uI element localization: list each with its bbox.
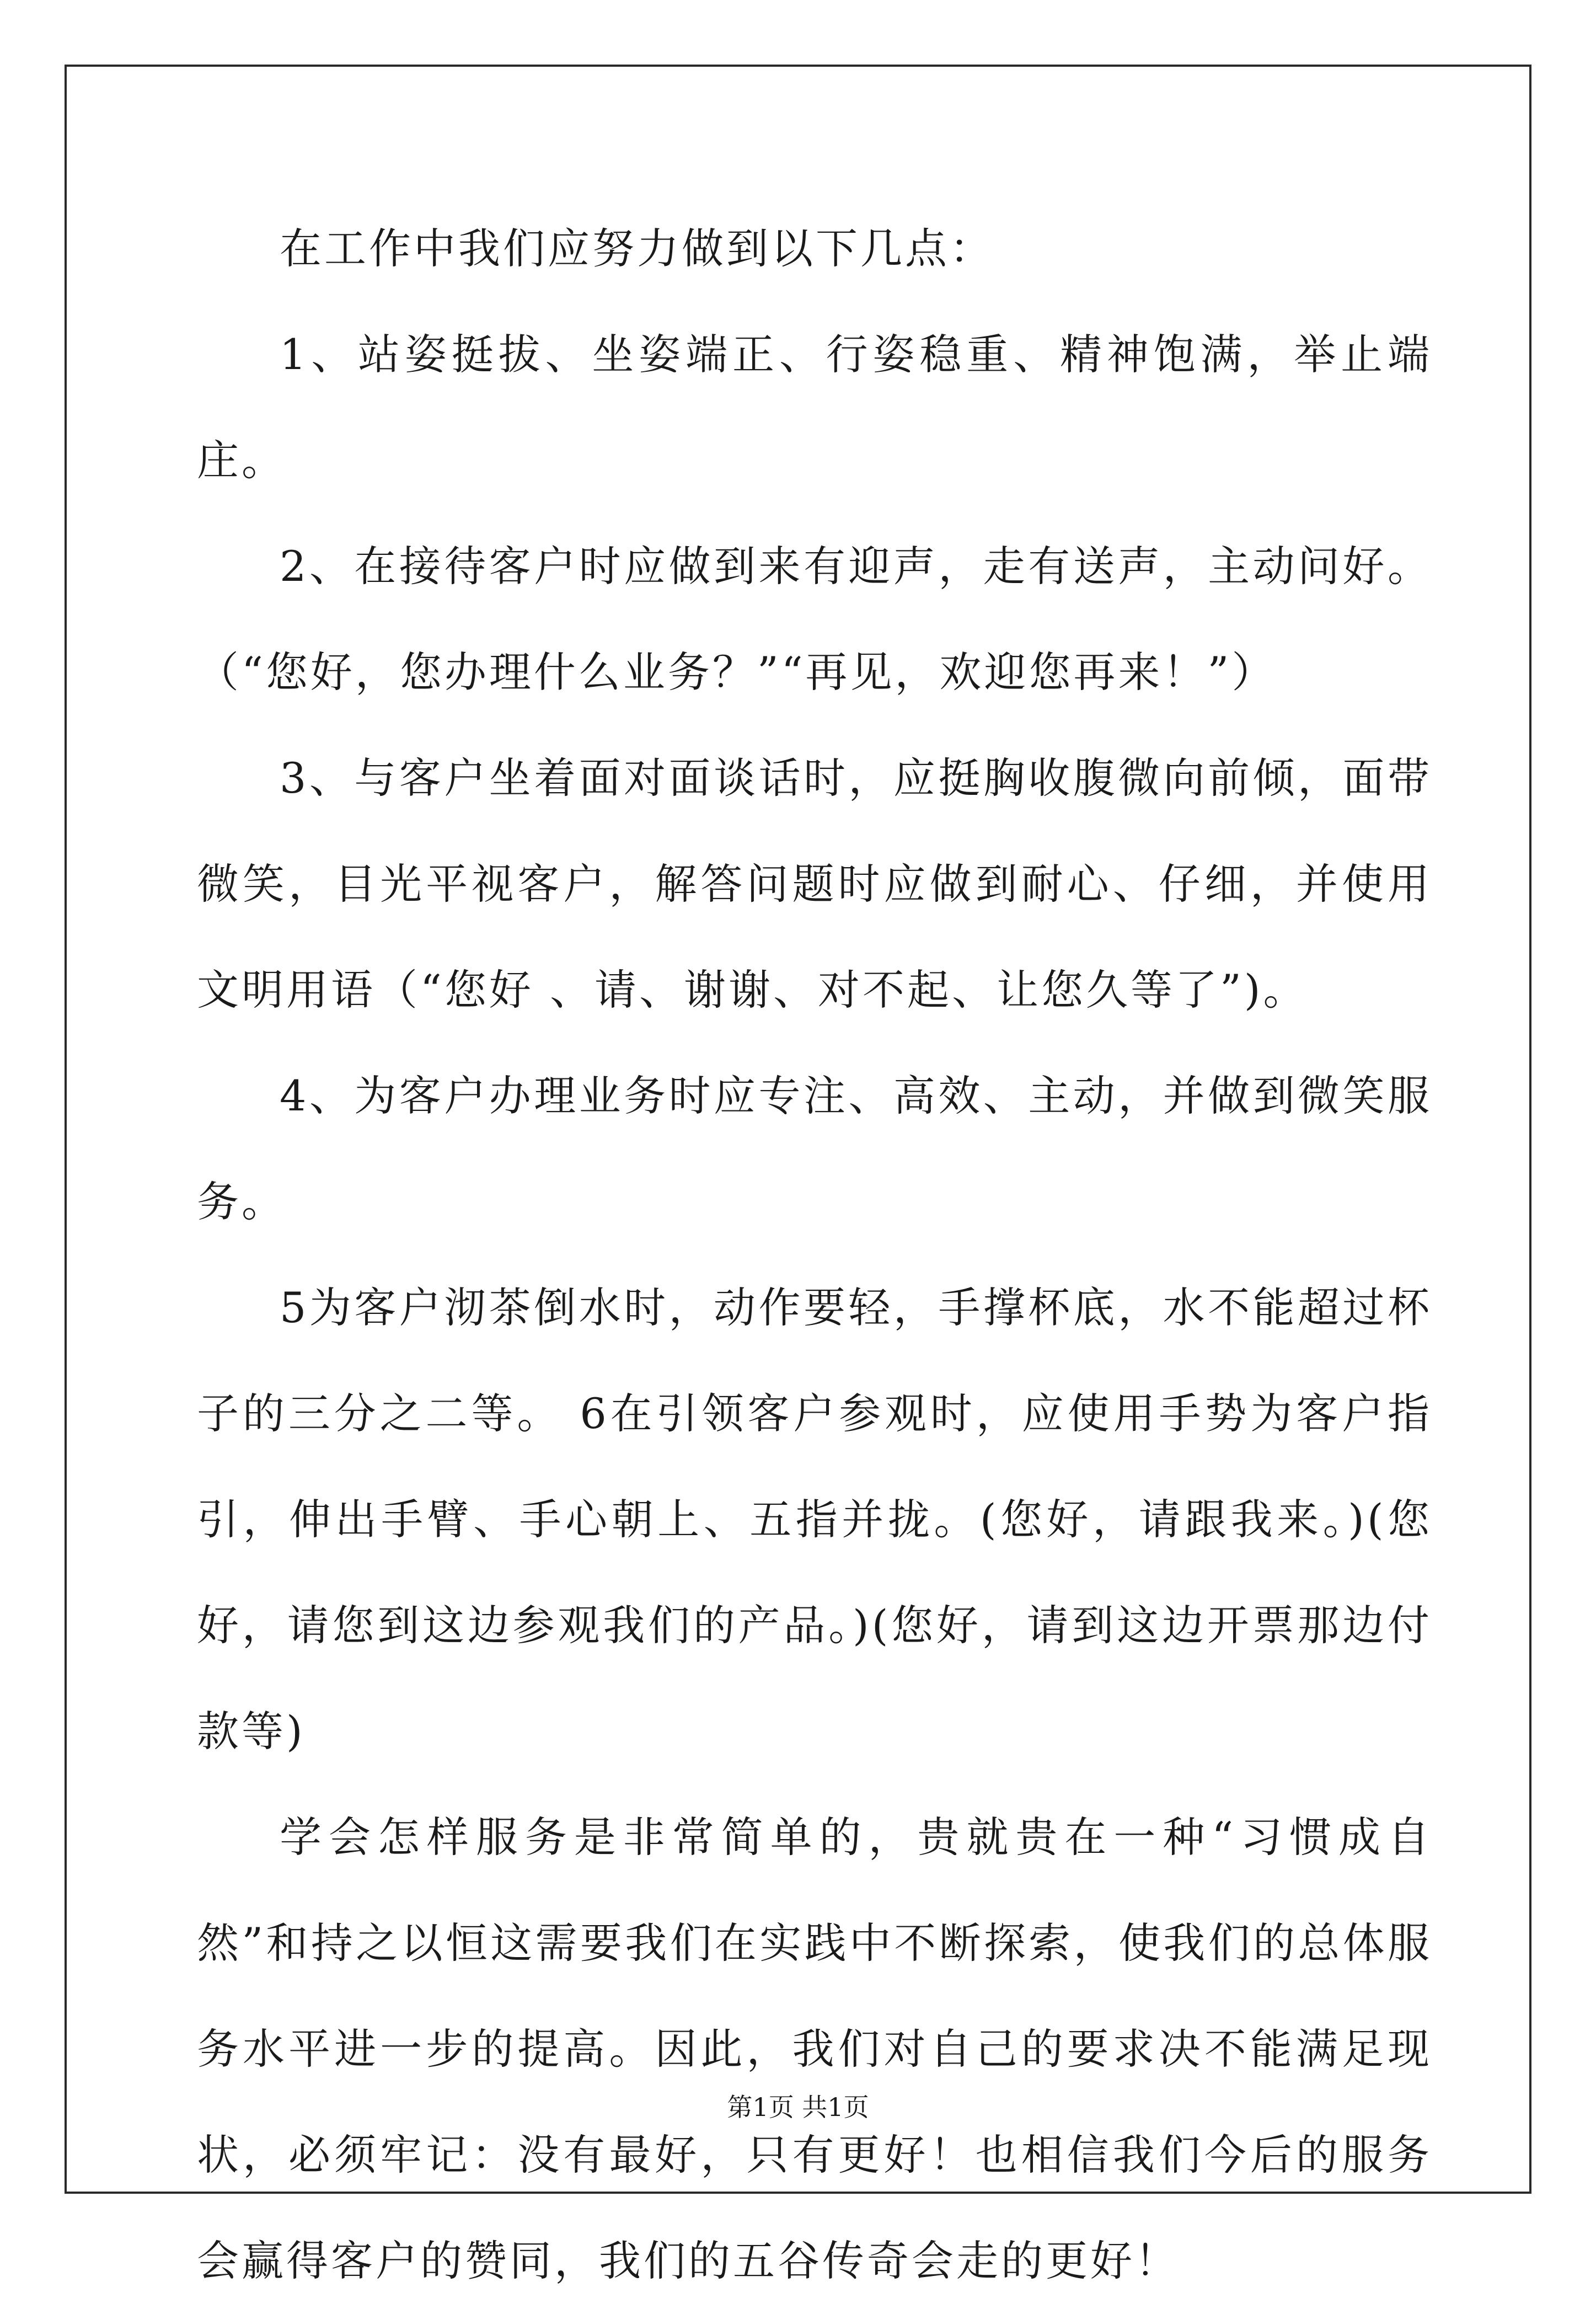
page-footer: 第1页 共1页 [727, 2092, 869, 2122]
paragraph-item-1: 1、站姿挺拔、坐姿端正、行姿稳重、精神饱满，举止端庄。 [197, 330, 1432, 485]
paragraph-conclusion: 学会怎样服务是非常简单的，贵就贵在一种“习惯成自然”和持之以恒这需要我们在实践中不断探索，使我们的总体服务水平进一步的提高。因此，我们对自己的要求决不能满足现状，必须牢记：没有最好，只有更好！也相信我们今后的服务会赢得客户的赞同，我们的五谷传奇会走的更好！ [197, 1813, 1432, 2285]
paragraph-item-5-6: 5为客户沏茶倒水时，动作要轻，手撑杯底，水不能超过杯子的三分之二等。 6在引领客户参观时，应使用手势为客户指引，伸出手臂、手心朝上、五指并拢。(您好，请跟我来。)(您好，请您到这边参观我们的产品。)(您好，请到这边开票那边付款等) [197, 1283, 1432, 1756]
document-body [197, 196, 1432, 2314]
paragraph-item-2: 2、在接待客户时应做到来有迎声，走有送声，主动问好。（“您好，您办理什么业务？”“再见，欢迎您再来！”） [197, 542, 1432, 697]
paragraph-item-3: 3、与客户坐着面对面谈话时，应挺胸收腹微向前倾，面带微笑，目光平视客户，解答问题时应做到耐心、仔细，并使用文明用语（“您好 、请、谢谢、对不起、让您久等了”)。 [197, 753, 1432, 1014]
paragraph-intro: 在工作中我们应努力做到以下几点： [280, 224, 994, 273]
paragraph-item-4: 4、为客户办理业务时应专注、高效、主动，并做到微笑服务。 [197, 1071, 1432, 1226]
